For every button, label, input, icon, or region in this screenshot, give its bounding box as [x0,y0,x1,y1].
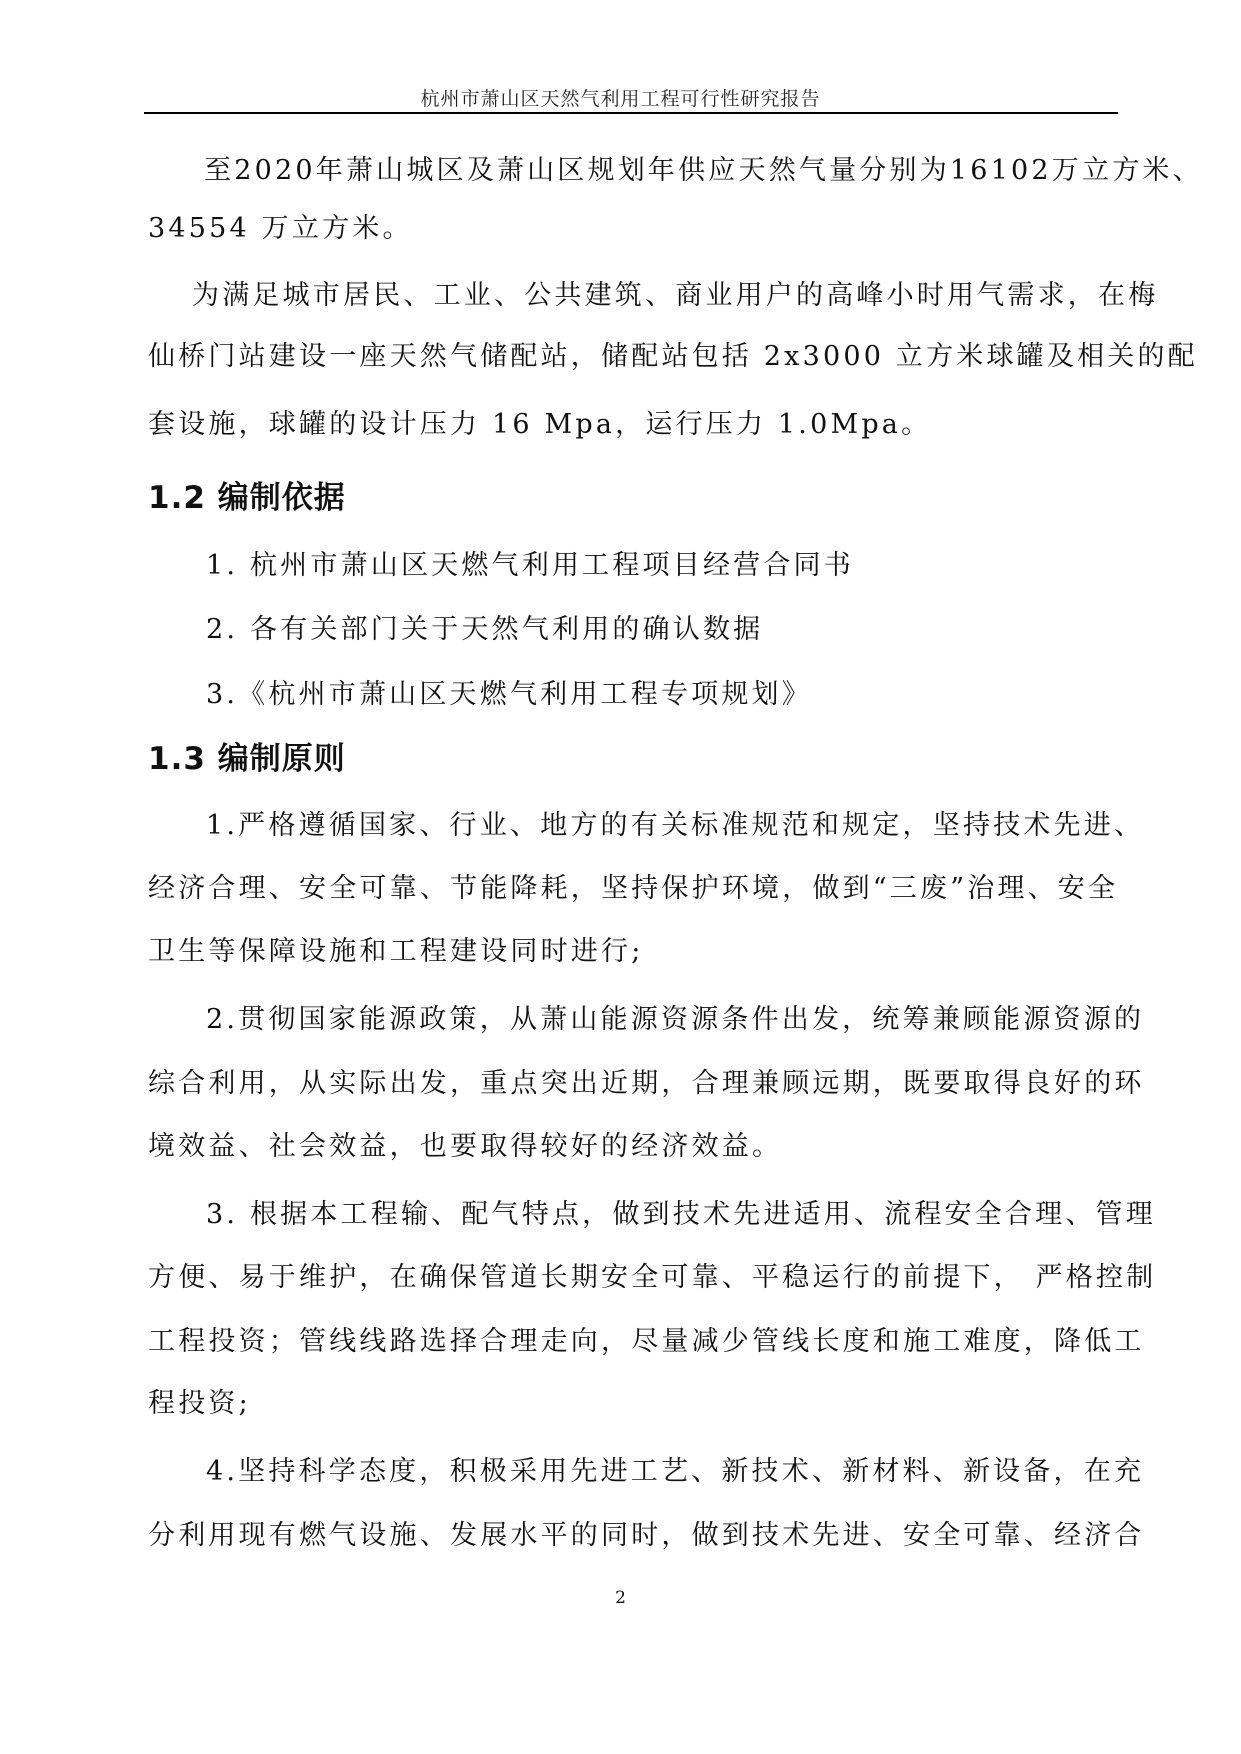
text-line: 至2020年萧山城区及萧山区规划年供应天然气量分别为16102万立方米、 [204,155,1203,186]
section-heading-1-2: 1.2 编制依据 [148,480,346,516]
text-line: 工程投资；管线线路选择合理走向，尽量减少管线长度和施工难度，降低工 [148,1326,1145,1357]
page-number: 2 [615,1588,626,1608]
header-title: 杭州市萧山区天然气利用工程可行性研究报告 [420,88,821,110]
text-line: 方便、易于维护，在确保管道长期安全可靠、平稳运行的前提下， 严格控制 [148,1262,1157,1293]
section-heading-1-3: 1.3 编制原则 [148,741,346,777]
text-line: 卫生等保障设施和工程建设同时进行; [148,936,644,967]
text-line: 程投资; [148,1388,251,1419]
text-line: 境效益、社会效益，也要取得较好的经济效益。 [148,1131,783,1162]
list-item: 1. 杭州市萧山区天燃气利用工程项目经营合同书 [206,550,854,581]
text-line: 3. 根据本工程输、配气特点，做到技术先进适用、流程安全合理、管理 [206,1199,1156,1230]
text-line: 仙桥门站建设一座天然气储配站，储配站包括 2x3000 立方米球罐及相关的配 [148,341,1198,372]
text-line: 套设施，球罐的设计压力 16 Mpa，运行压力 1.0Mpa。 [148,409,932,440]
text-line: 2.贯彻国家能源政策，从萧山能源资源条件出发，统筹兼顾能源资源的 [206,1004,1145,1035]
text-line: 1.严格遵循国家、行业、地方的有关标准规范和规定，坚持技术先进、 [206,810,1145,841]
list-item: 2. 各有关部门关于天然气利用的确认数据 [206,614,764,645]
text-line: 经济合理、安全可靠、节能降耗，坚持保护环境，做到“三废”治理、安全 [148,873,1119,904]
text-line: 综合利用，从实际出发，重点突出近期，合理兼顾远期，既要取得良好的环 [148,1068,1145,1099]
list-item: 3.《杭州市萧山区天燃气利用工程专项规划》 [206,679,812,710]
text-line: 4.坚持科学态度，积极采用先进工艺、新技术、新材料、新设备，在充 [206,1456,1145,1487]
text-line: 为满足城市居民、工业、公共建筑、商业用户的高峰小时用气需求，在梅 [192,280,1159,311]
text-line: 分利用现有燃气设施、发展水平的同时，做到技术先进、安全可靠、经济合 [148,1520,1145,1551]
text-line: 34554 万立方米。 [148,213,413,244]
header-divider [144,112,1118,114]
